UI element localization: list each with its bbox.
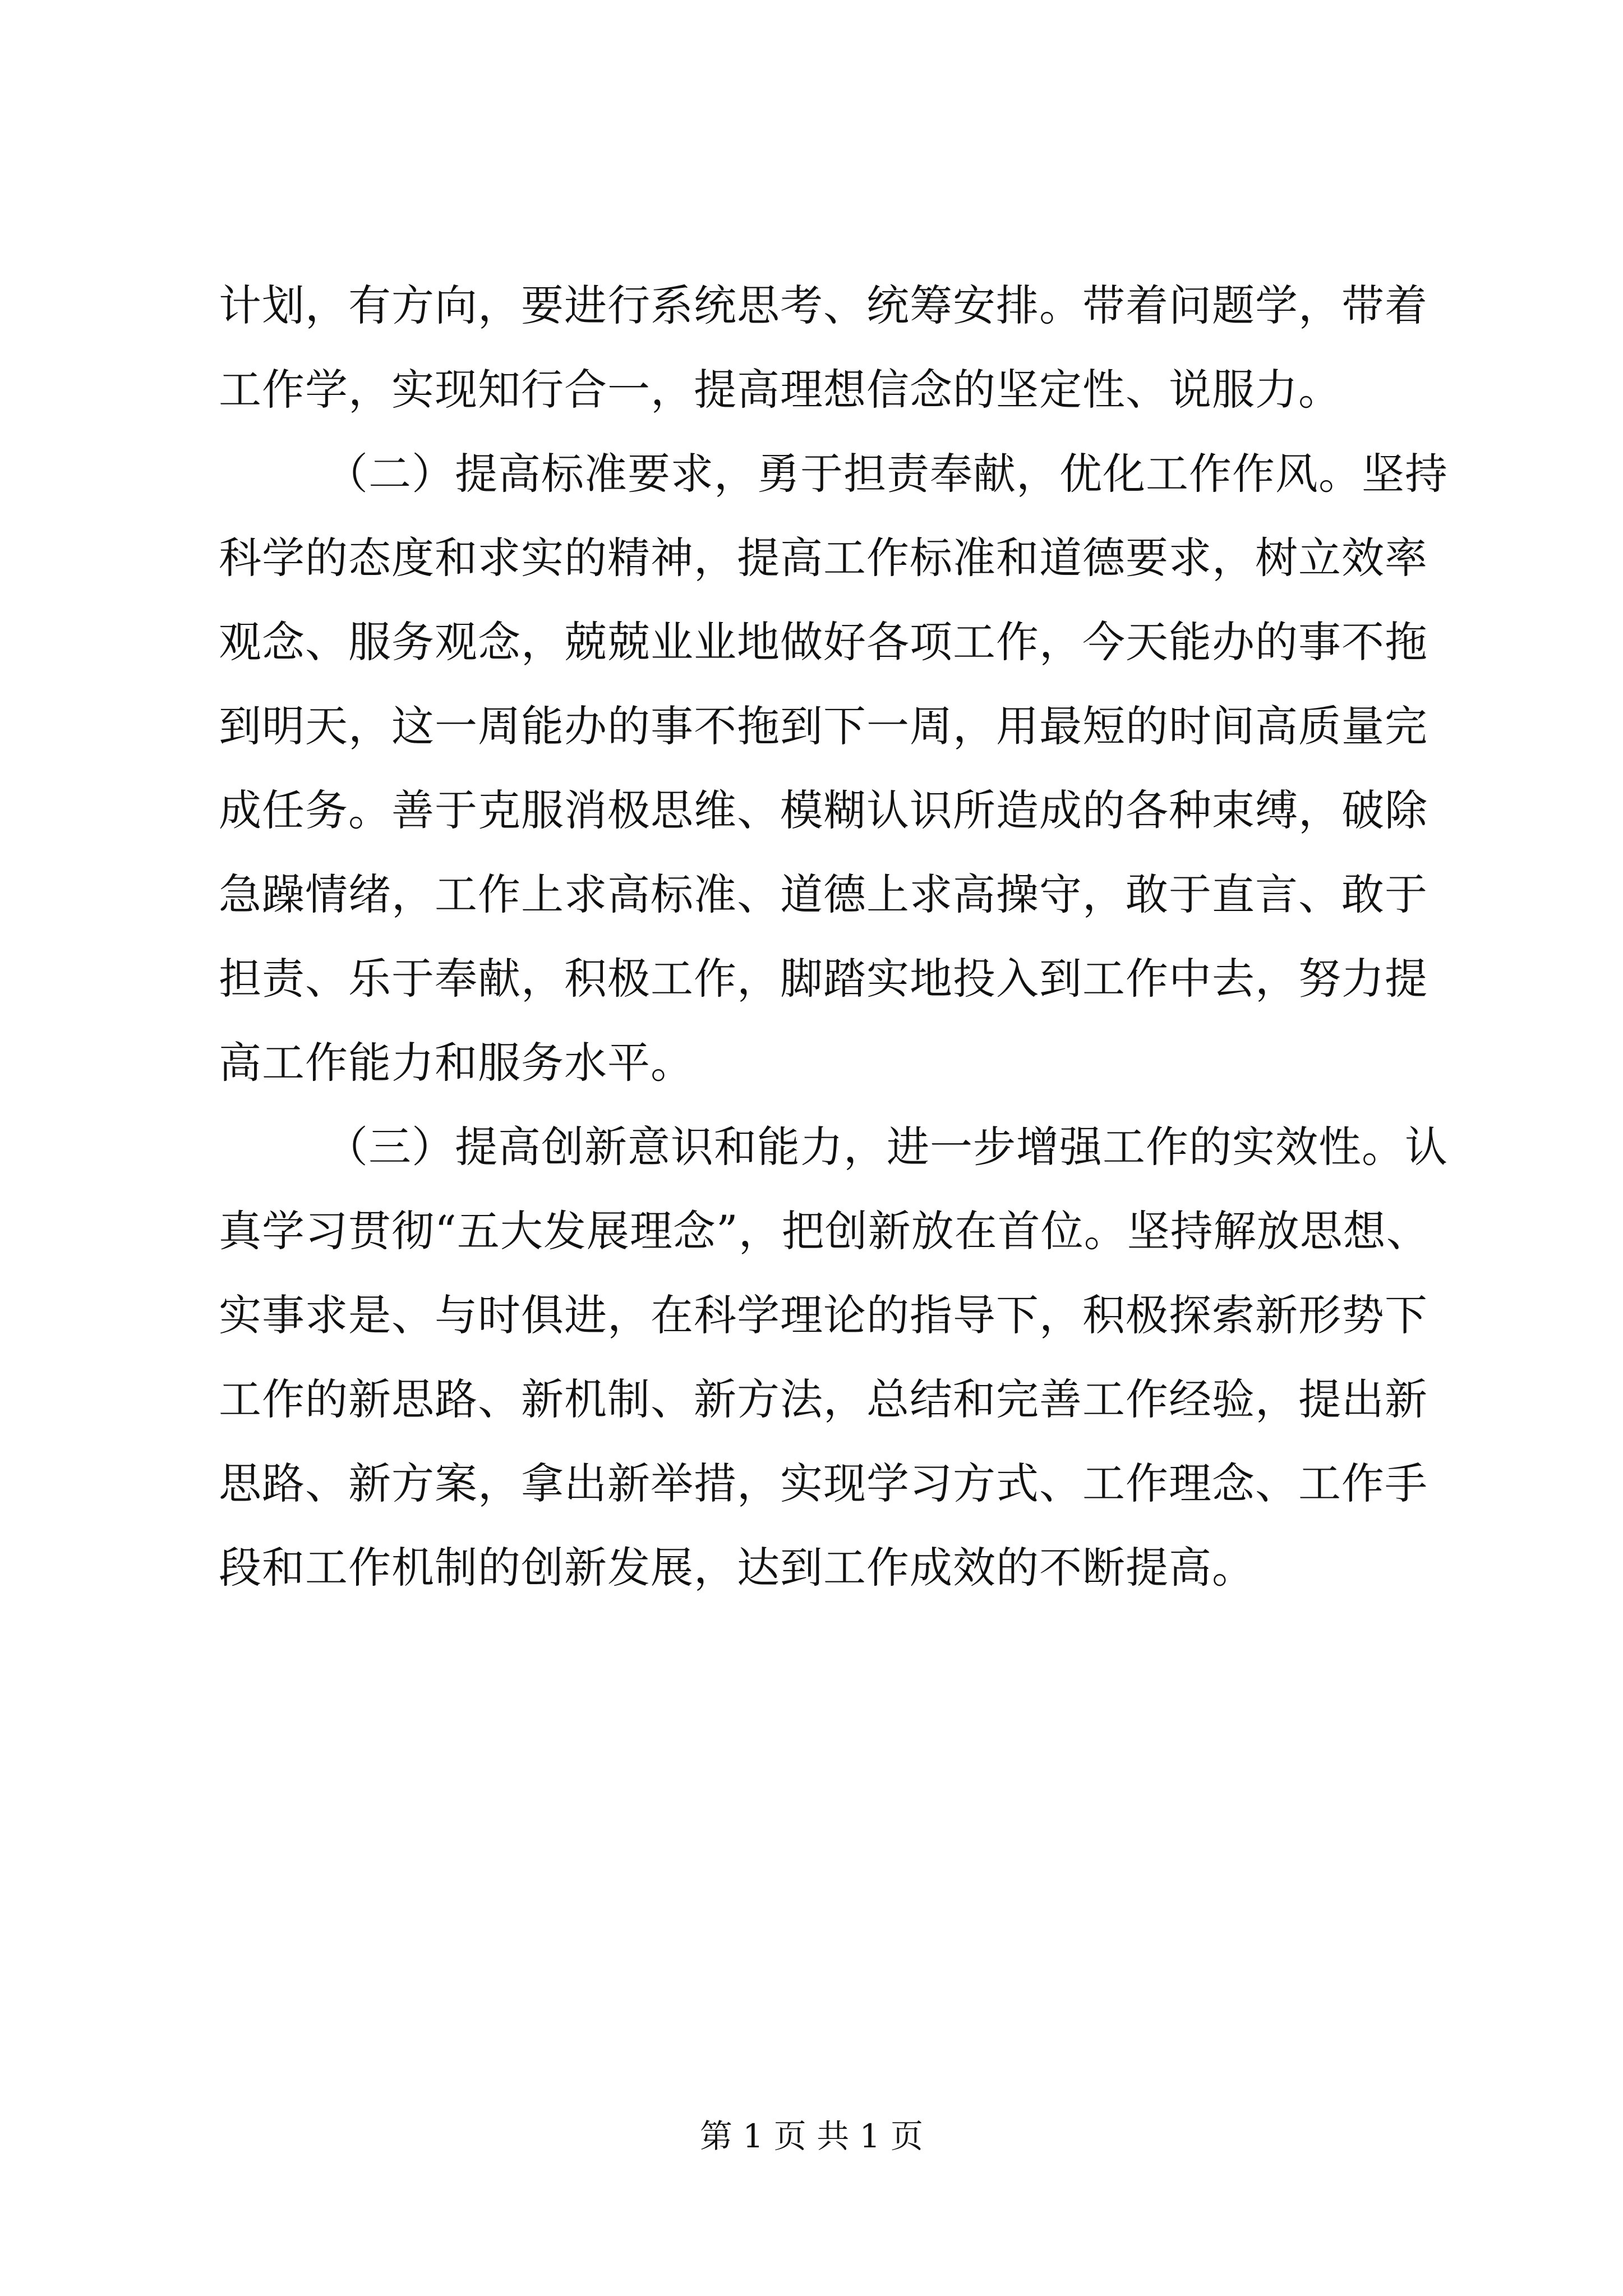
- text-line: 高工作能力和服务水平。: [219, 1038, 694, 1088]
- text-line: 实事求是、与时俱进，在科学理论的指导下，积极探索新形势下: [219, 1290, 1428, 1340]
- text-line: 担责、乐于奉献，积极工作，脚踏实地投入到工作中去，努力提: [219, 954, 1428, 1004]
- text-line: 段和工作机制的创新发展，达到工作成效的不断提高。: [219, 1543, 1255, 1593]
- text-line: 工作学，实现知行合一，提高理想信念的坚定性、说服力。: [219, 365, 1341, 415]
- page-footer: 第 1 页 共 1 页: [700, 2117, 923, 2155]
- text-line: 工作的新思路、新机制、新方法，总结和完善工作经验，提出新: [219, 1374, 1428, 1424]
- text-line: 科学的态度和求实的精神，提高工作标准和道德要求，树立效率: [219, 533, 1428, 583]
- section-heading-line: （二）提高标准要求，勇于担责奉献，优化工作作风。坚持: [325, 449, 1448, 499]
- text-line: 计划，有方向，要进行系统思考、统筹安排。带着问题学，带着: [219, 280, 1428, 330]
- text-line: 成任务。善于克服消极思维、模糊认识所造成的各种束缚，破除: [219, 785, 1428, 835]
- text-line: 观念、服务观念，兢兢业业地做好各项工作，今天能办的事不拖: [219, 617, 1428, 667]
- text-line: 急躁情绪，工作上求高标准、道德上求高操守，敢于直言、敢于: [219, 869, 1428, 919]
- document-body: [219, 264, 1448, 1610]
- text-line: 到明天，这一周能办的事不拖到下一周，用最短的时间高质量完: [219, 701, 1428, 751]
- section-heading-line: （三）提高创新意识和能力，进一步增强工作的实效性。认: [325, 1122, 1448, 1172]
- text-line: 思路、新方案，拿出新举措，实现学习方式、工作理念、工作手: [219, 1458, 1428, 1508]
- text-line: 真学习贯彻“五大发展理念”，把创新放在首位。坚持解放思想、: [219, 1206, 1430, 1256]
